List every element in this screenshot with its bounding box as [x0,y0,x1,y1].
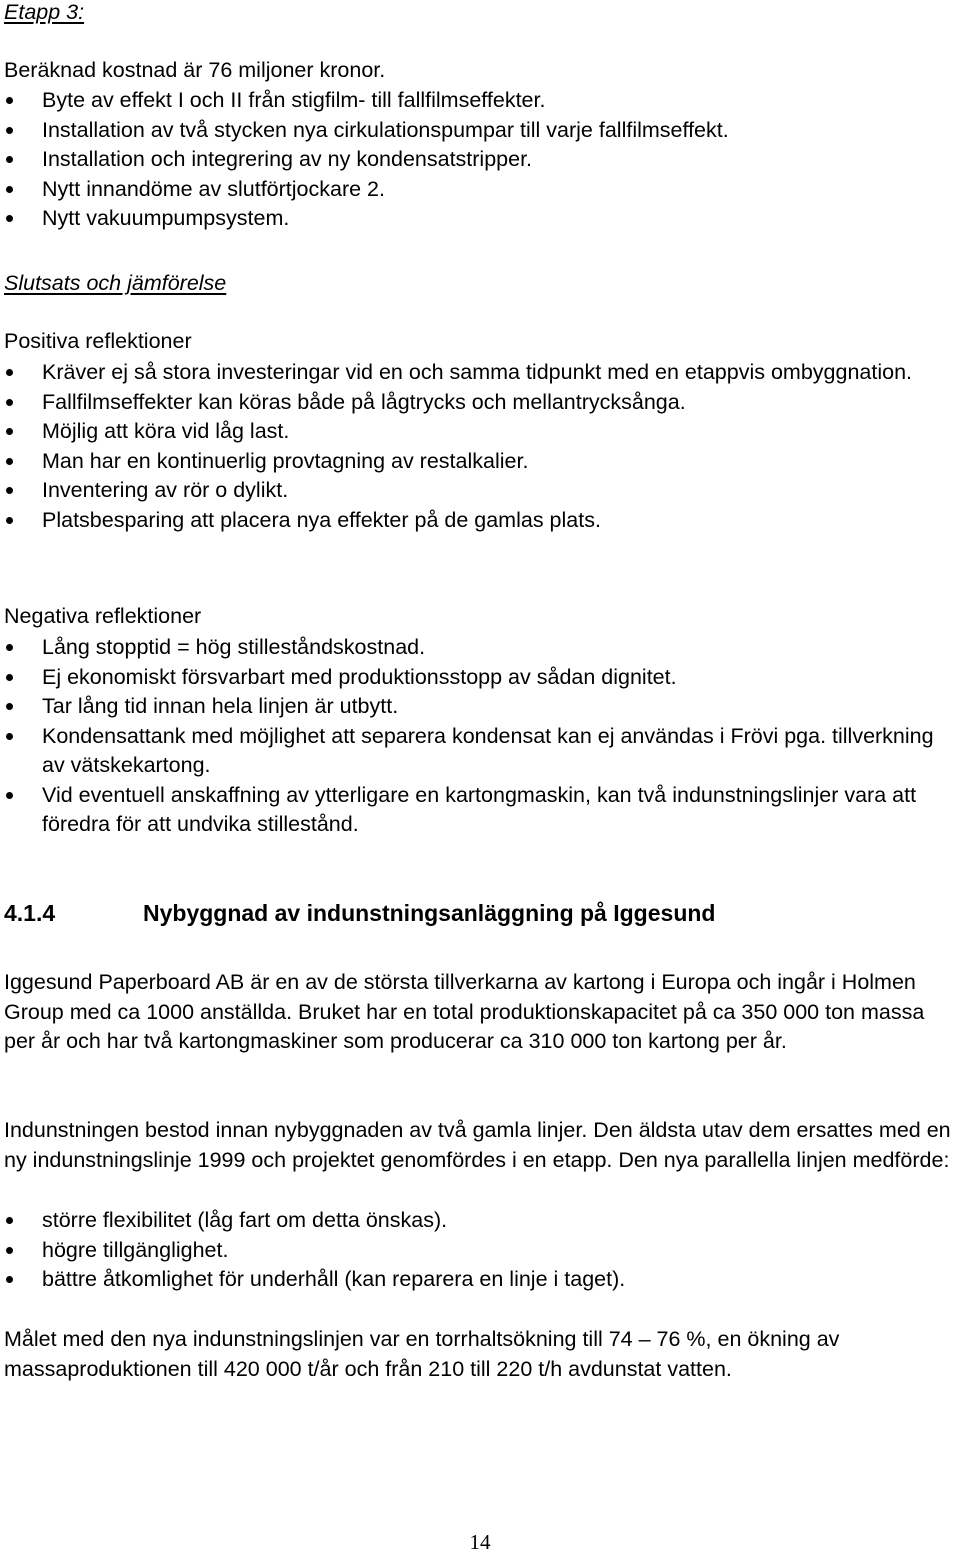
list-item: Man har en kontinuerlig provtagning av restalkalier. [0,447,942,477]
negative-heading: Negativa reflektioner [4,604,202,628]
bullet-icon [6,127,13,134]
bullet-icon [6,399,13,406]
positive-heading: Positiva reflektioner [4,329,192,353]
bullet-icon [6,487,13,494]
bullet-icon [6,703,13,710]
section-number: 4.1.4 [4,900,56,926]
list-item: Byte av effekt I och II från stigfilm- till fallfilmseffekter. [0,86,942,116]
benefits-list [0,1206,942,1295]
bullet-icon [6,156,13,163]
section-heading [4,896,715,930]
bullet-icon [6,186,13,193]
list-item: Lång stopptid = hög stilleståndskostnad. [0,633,942,663]
paragraph-evaporation: Indunstningen bestod innan nybyggnaden av två gamla linjer. Den äldsta utav dem ersattes med en ny indunstningslinje 1999 och projektet genomfördes i en etapp. Den nya parallella linjen medförde: [4,1118,951,1172]
paragraph-company: Iggesund Paperboard AB är en av de största tillverkarna av kartong i Europa och ingår i Holmen Group med ca 1000 anställda. Bruket har en total produktionskapacitet på ca 350 000 ton massa per år och har två kartongmaskiner som producerar ca 310 000 ton kartong per år. [4,970,925,1053]
bullet-icon [6,428,13,435]
list-item: Installation och integrering av ny kondensatstripper. [0,145,942,175]
bullet-icon [6,215,13,222]
bullet-icon [6,97,13,104]
bullet-icon [6,458,13,465]
list-item: Platsbesparing att placera nya effekter på de gamlas plats. [0,506,942,536]
section-title: Nybyggnad av indunstningsanläggning på Iggesund [143,900,716,926]
bullet-icon [6,369,13,376]
list-item: Möjlig att köra vid låg last. [0,417,942,447]
bullet-icon [6,1217,13,1224]
list-item: Installation av två stycken nya cirkulationspumpar till varje fallfilmseffekt. [0,116,942,146]
list-item: Nytt vakuumpumpsystem. [0,204,942,234]
list-item: bättre åtkomlighet för underhåll (kan reparera en linje i taget). [0,1265,942,1295]
list-item: Tar lång tid innan hela linjen är utbytt. [0,692,942,722]
bullet-icon [6,674,13,681]
bullet-icon [6,1276,13,1283]
paragraph-goal: Målet med den nya indunstningslinjen var en torrhaltsökning till 74 – 76 %, en ökning av massaproduktionen till 420 000 t/år och från 210 till 220 t/h avdunstat vatten. [4,1327,840,1381]
negative-list [0,633,942,840]
etapp3-cost: Beräknad kostnad är 76 miljoner kronor. [4,58,386,82]
bullet-icon [6,644,13,651]
bullet-icon [6,792,13,799]
list-item: Nytt innandöme av slutförtjockare 2. [0,175,942,205]
list-item: Kondensattank med möjlighet att separera kondensat kan ej användas i Frövi pga. tillverkning av vätskekartong. [0,722,942,781]
positive-list [0,358,942,535]
list-item: högre tillgänglighet. [0,1236,942,1266]
etapp3-list [0,86,942,234]
list-item: Vid eventuell anskaffning av ytterligare en kartongmaskin, kan två indunstningslinjer vara att föredra för att undvika stillestånd. [0,781,942,840]
list-item: Inventering av rör o dylikt. [0,476,942,506]
bullet-icon [6,517,13,524]
list-item: Kräver ej så stora investeringar vid en och samma tidpunkt med en etappvis ombyggnation. [0,358,942,388]
bullet-icon [6,1247,13,1254]
page-number: 14 [469,1530,491,1554]
list-item: Fallfilmseffekter kan köras både på lågtrycks och mellantrycksånga. [0,388,942,418]
bullet-icon [6,733,13,740]
list-item: större flexibilitet (låg fart om detta önskas). [0,1206,942,1236]
conclusion-title: Slutsats och jämförelse [4,271,227,295]
list-item: Ej ekonomiskt försvarbart med produktionsstopp av sådan dignitet. [0,663,942,693]
etapp3-title: Etapp 3: [4,0,85,24]
